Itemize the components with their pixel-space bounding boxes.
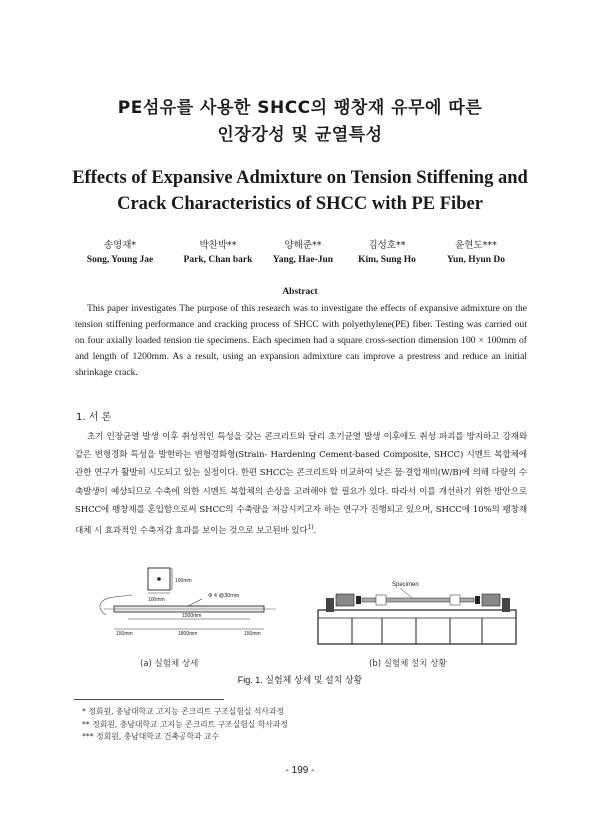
author-name-ko: 양해준** (284, 240, 322, 251)
abstract-text: This paper investigates The purpose of this research was to investigate the effects of expansive admixture on the tension stiffening performance and cracking process of SHCC with polyethylene(PE) fiber. Testing was carried out on four axially loaded tension tie specimens. Each specimen had a square cross-section dimension 100 × 100mm of and length of 1200mm. As a result, using an expansion admixture can improve a prestress and reduce an initial shrinkage crack. (75, 303, 527, 378)
abstract-heading: Abstract (282, 287, 318, 297)
footnote-1: * 정회원, 충남대학교 고지능 콘크리트 구조실험실 석사과정 (82, 707, 285, 716)
specimen-detail-drawing (92, 565, 288, 647)
author-name-ko: 윤현도*** (455, 240, 497, 251)
footnote-divider (74, 699, 224, 700)
reaction-frame (318, 610, 516, 644)
figure-caption-b: (b) 실험체 설치 상황 (369, 659, 447, 669)
figure-caption: Fig. 1. 실험체 상세 및 설치 상황 (237, 675, 363, 685)
body-text-end: . (313, 525, 317, 536)
dim-1500-label: 1500mm (182, 613, 202, 619)
dim-1800-label: 1800mm (178, 631, 198, 637)
page-number: - 199 - (285, 765, 315, 776)
author-name-ko: 송영재* (103, 240, 137, 251)
rebar-spacing-label: Φ 4 @30mm (208, 593, 240, 599)
author-name-ko: 박찬박** (199, 240, 237, 251)
author-name-en: Song, Young Jae (86, 255, 154, 265)
dim-end-left-label: 150mm (116, 631, 133, 637)
author-name-en: Yun, Hyun Do (447, 255, 505, 265)
author-name-ko: 김성호** (368, 240, 406, 251)
footnote-2: ** 정회원, 충남대학교 고지능 콘크리트 구조실험실 학사과정 (82, 719, 288, 729)
specimen-label: Specimen (392, 582, 419, 588)
author-name-en: Yang, Hae-Jun (272, 255, 334, 265)
author-5 (421, 238, 531, 268)
author-name-en: Park, Chan bark (183, 255, 253, 265)
body-text: 초기 인장균열 발생 이후 취성적인 특성을 갖는 콘크리트와 달리 초기균열 발생 이후에도 취성 파괴를 방지하고 강재와 같은 변형경화 특성을 발현하는 변형경화형(Strain- Hardening Cement-based Composite, SHCC) 시멘트 복합체에 관한 연구가 활발히 시도되고 있는 실정이다. 한편 SHCC는 콘크리트와 비교하여 낮은 물·결합재비(W/B)에 의해 다량의 수축발생이 예상되므로 수축에 의한 시멘트 복합체의 손상을 고려해야 할 필요가 있다. 따라서 이를 개선하기 위한 방안으로 SHCC에 팽창재를 혼입함으로써 SHCC의 수축량을 저감시키고자 하는 연구가 진행되고 있으며, SHCC에 10%의 팽창재 대체 시 효과적인 수축저감 효과를 보이는 것으로 보고된바 있다 (75, 432, 527, 536)
footnotes (82, 706, 288, 744)
author-name-en: Kim, Sung Ho (358, 255, 416, 265)
rebar-dot (157, 577, 161, 581)
dim-section-label: 100mm (175, 578, 192, 584)
title-english-line-1: Effects of Expansive Admixture on Tension Stiffening and (72, 168, 528, 188)
title-korean-line-2: 인장강성 및 균열특성 (217, 125, 383, 145)
author-1 (65, 238, 175, 268)
dim-end-right-label: 150mm (244, 631, 261, 637)
left-actuator (336, 594, 354, 606)
section-heading: 1. 서 론 (76, 412, 112, 423)
title-korean-line-1: PE섬유를 사용한 SHCC의 팽창재 유무에 따른 (117, 98, 483, 118)
figure-caption-a: (a) 실험체 상세 (140, 659, 199, 669)
citation-ref: 1) (307, 524, 314, 532)
footnote-3: *** 정회원, 충남대학교 건축공학과 교수 (82, 732, 220, 741)
dim-width-label: 100mm (148, 597, 165, 603)
title-english-line-2: Crack Characteristics of SHCC with PE Fiber (117, 194, 483, 214)
body-paragraph (75, 428, 527, 540)
test-setup-drawing (316, 568, 520, 646)
right-actuator (482, 594, 500, 606)
